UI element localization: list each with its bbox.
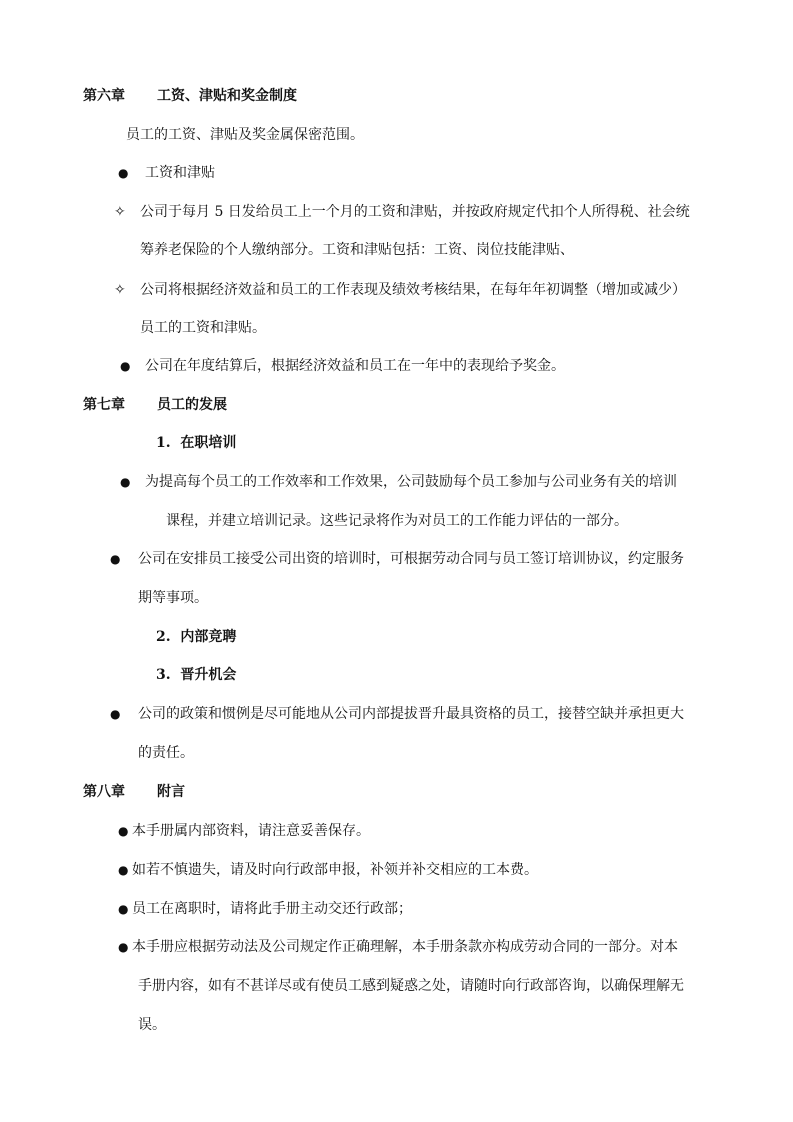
paragraph-line: 员工的工资和津贴。 <box>140 320 266 336</box>
paragraph-line: 手册内容，如有不甚详尽或有使员工感到疑惑之处，请随时向行政部咨询，以确保理解无 <box>138 978 684 994</box>
paragraph-line: 本手册应根据劳动法及公司规定作正确理解，本手册条款亦构成劳动合同的一部分。对本 <box>132 939 678 955</box>
paragraph-line: 公司的政策和惯例是尽可能地从公司内部提拔晋升最具资格的员工，接替空缺并承担更大 <box>138 706 684 722</box>
paragraph-line: 为提高每个员工的工作效率和工作效果，公司鼓励每个员工参加与公司业务有关的培训 <box>145 474 677 490</box>
bullet-dot-icon: ● <box>118 902 129 916</box>
subsection-promotion: 3. 晋升机会 <box>156 667 237 683</box>
paragraph-line: 的责任。 <box>138 745 194 761</box>
subsection-training: 1. 在职培训 <box>156 435 237 451</box>
chapter-6-intro: 员工的工资、津贴及奖金属保密范围。 <box>126 127 364 143</box>
chapter-6-number: 第六章 <box>83 88 125 104</box>
paragraph-line: 本手册属内部资料，请注意妥善保存。 <box>132 823 370 839</box>
chapter-7-number: 第七章 <box>83 397 125 413</box>
paragraph-line: 公司在年度结算后，根据经济效益和员工在一年中的表现给予奖金。 <box>145 358 565 374</box>
paragraph-line: 期等事项。 <box>138 590 208 606</box>
chapter-7-heading <box>83 395 227 415</box>
bullet-dot-icon: ● <box>118 863 129 877</box>
paragraph-line: 课程，并建立培训记录。这些记录将作为对员工的工作能力评估的一部分。 <box>166 513 628 529</box>
subsection-internal-hiring: 2. 内部竞聘 <box>156 629 237 645</box>
section-wages-allowances: 工资和津贴 <box>145 165 215 181</box>
paragraph-line: 公司在安排员工接受公司出资的培训时，可根据劳动合同与员工签订培训协议，约定服务 <box>138 551 684 567</box>
chapter-7-title: 员工的发展 <box>157 397 227 413</box>
bullet-dot-icon: ● <box>110 552 121 566</box>
paragraph-line: 筹养老保险的个人缴纳部分。工资和津贴包括：工资、岗位技能津贴、 <box>140 242 574 258</box>
bullet-dot-icon: ● <box>118 824 129 838</box>
bullet-dot-icon: ● <box>118 940 129 954</box>
chapter-8-title: 附言 <box>157 784 185 800</box>
paragraph-line: 如若不慎遗失，请及时向行政部申报，补领并补交相应的工本费。 <box>132 862 538 878</box>
bullet-dot-icon: ● <box>120 359 131 373</box>
paragraph-line: 公司将根据经济效益和员工的工作表现及绩效考核结果，在每年年初调整（增加或减少） <box>140 282 686 298</box>
paragraph-line: 公司于每月 5 日发给员工上一个月的工资和津贴，并按政府规定代扣个人所得税、社会统 <box>140 204 690 220</box>
paragraph-line: 员工在离职时，请将此手册主动交还行政部； <box>132 901 412 917</box>
bullet-dot-icon: ● <box>120 475 131 489</box>
bullet-dot-icon: ● <box>110 707 121 721</box>
chapter-6-heading <box>83 86 297 106</box>
diamond-bullet-icon: ✧ <box>114 282 126 298</box>
chapter-8-heading <box>83 782 185 802</box>
chapter-6-title: 工资、津贴和奖金制度 <box>157 88 297 104</box>
bullet-dot-icon: ● <box>118 166 129 180</box>
diamond-bullet-icon: ✧ <box>114 204 126 220</box>
paragraph-line: 误。 <box>138 1017 166 1033</box>
chapter-8-number: 第八章 <box>83 784 125 800</box>
